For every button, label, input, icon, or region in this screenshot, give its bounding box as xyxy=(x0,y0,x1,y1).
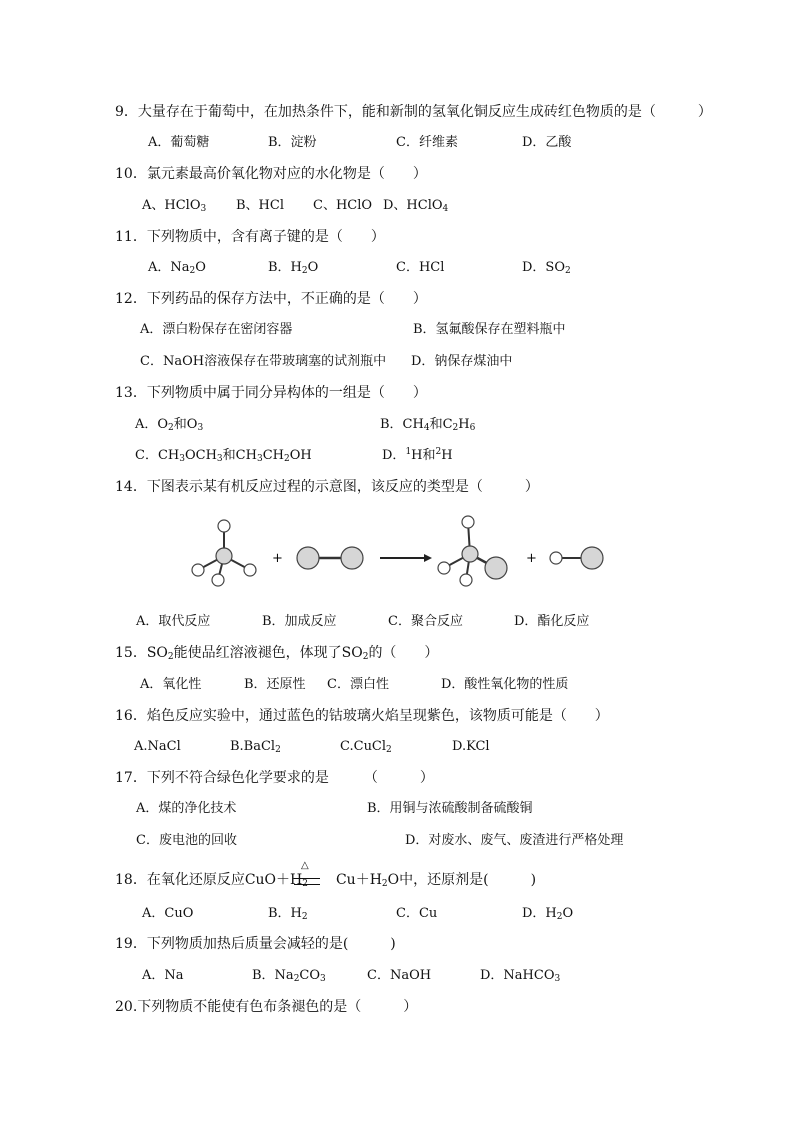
q18-option-b: B．$H_2$ xyxy=(268,906,308,922)
q11-option-d: D．$SO_2$ xyxy=(522,260,571,276)
q19-option-a: A．Na xyxy=(142,968,184,983)
q12-option-a: A．漂白粉保存在密闭容器 xyxy=(140,322,293,337)
q15-option-d: D．酸性氧化物的性质 xyxy=(441,677,569,692)
diatomic-molecule xyxy=(297,547,363,569)
plus-sign-2: + xyxy=(526,551,537,566)
q19-stem: 19．下列物质加热后质量会减轻的是( ) xyxy=(115,936,396,952)
small-big-diatomic xyxy=(550,547,603,569)
q15-option-b: B．还原性 xyxy=(244,677,306,692)
q10-option-b: B、HCl xyxy=(236,198,284,213)
q13-option-c: C．$CH_3OCH_3$和$CH_3CH_2OH$ xyxy=(135,448,312,464)
q11-option-a: A．$Na_2O$ xyxy=(148,260,206,276)
q13-stem: 13．下列物质中属于同分异构体的一组是（ ） xyxy=(115,385,427,401)
methane-like-molecule xyxy=(192,520,256,586)
q14-stem: 14．下图表示某有机反应过程的示意图，该反应的类型是（ ） xyxy=(115,479,539,495)
heating-delta-symbol: △ xyxy=(301,860,309,871)
q18-option-a: A．CuO xyxy=(142,906,194,921)
q12-option-b: B．氢氟酸保存在塑料瓶中 xyxy=(413,322,566,337)
q11-option-c: C．HCl xyxy=(396,260,445,275)
q15-stem: 15．$SO_2$能使品红溶液褪色，体现了$SO_2$的（ ） xyxy=(115,645,439,662)
substituted-molecule xyxy=(438,516,507,586)
q9-option-a: A．葡萄糖 xyxy=(148,135,210,150)
reaction-diagram xyxy=(180,508,620,598)
q9-option-d: D．乙酸 xyxy=(522,135,572,150)
q14-option-b: B．加成反应 xyxy=(262,614,337,629)
reaction-equals-sign xyxy=(294,878,320,885)
plus-sign-1: + xyxy=(272,551,283,566)
q17-option-c: C．废电池的回收 xyxy=(136,833,237,848)
q18-option-d: D．$H_2O$ xyxy=(522,906,574,922)
q12-stem: 12．下列药品的保存方法中，不正确的是（ ） xyxy=(115,291,427,307)
q10-option-a: A、HClO$_3$ xyxy=(142,198,207,214)
q10-option-d: D、HClO$_4$ xyxy=(383,198,449,214)
q9-stem: 9．大量存在于葡萄中，在加热条件下，能和新制的氢氧化铜反应生成砖红色物质的是（ ） xyxy=(115,104,712,120)
q14-option-a: A．取代反应 xyxy=(136,614,211,629)
q17-option-d: D．对废水、废气、废渣进行严格处理 xyxy=(405,833,624,848)
q16-stem: 16．焰色反应实验中，通过蓝色的钴玻璃火焰呈现紫色，该物质可能是（ ） xyxy=(115,708,609,724)
q16-option-a: A.NaCl xyxy=(134,739,181,754)
q14-option-d: D．酯化反应 xyxy=(514,614,590,629)
reaction-arrow xyxy=(380,554,432,562)
q11-stem: 11．下列物质中，含有离子键的是（ ） xyxy=(115,229,385,245)
q14-option-c: C．聚合反应 xyxy=(388,614,463,629)
q17-stem: 17．下列不符合绿色化学要求的是 （ ） xyxy=(115,770,434,786)
q19-option-c: C．NaOH xyxy=(367,968,432,983)
q13-option-d: D．$^1$H和$^2$H xyxy=(382,447,453,463)
q15-option-c: C．漂白性 xyxy=(327,677,389,692)
q12-option-c: C．NaOH溶液保存在带玻璃塞的试剂瓶中 xyxy=(140,354,387,369)
q13-option-a: A．$O_2$和$O_3$ xyxy=(135,417,204,433)
q10-option-c: C、HClO xyxy=(313,198,373,213)
q16-option-c: C.CuCl$_2$ xyxy=(340,739,392,755)
q18-option-c: C．Cu xyxy=(396,906,438,921)
q12-option-d: D．钠保存煤油中 xyxy=(411,354,513,369)
q11-option-b: B．$H_2O$ xyxy=(268,260,319,276)
q20-stem: 20.下列物质不能使有色布条褪色的是（ ） xyxy=(115,999,418,1015)
q16-option-b: B.BaCl$_2$ xyxy=(230,739,281,755)
q13-option-b: B．$CH_4$和$C_2H_6$ xyxy=(380,417,476,433)
q10-stem: 10．氯元素最高价氧化物对应的水化物是（ ） xyxy=(115,166,427,182)
q19-option-d: D．NaHCO$_3$ xyxy=(480,968,561,984)
q18-stem: 18．在氧化还原反应$CuO+H_2$ $Cu+H_2O$中，还原剂是( ) xyxy=(115,872,537,889)
q16-option-d: D.KCl xyxy=(452,739,490,754)
q19-option-b: B．$Na_2CO_3$ xyxy=(252,968,326,984)
q17-option-b: B．用铜与浓硫酸制备硫酸铜 xyxy=(367,801,533,816)
q15-option-a: A．氧化性 xyxy=(140,677,202,692)
q9-option-b: B．淀粉 xyxy=(268,135,317,150)
q17-option-a: A．煤的净化技术 xyxy=(136,801,237,816)
q9-option-c: C．纤维素 xyxy=(396,135,458,150)
